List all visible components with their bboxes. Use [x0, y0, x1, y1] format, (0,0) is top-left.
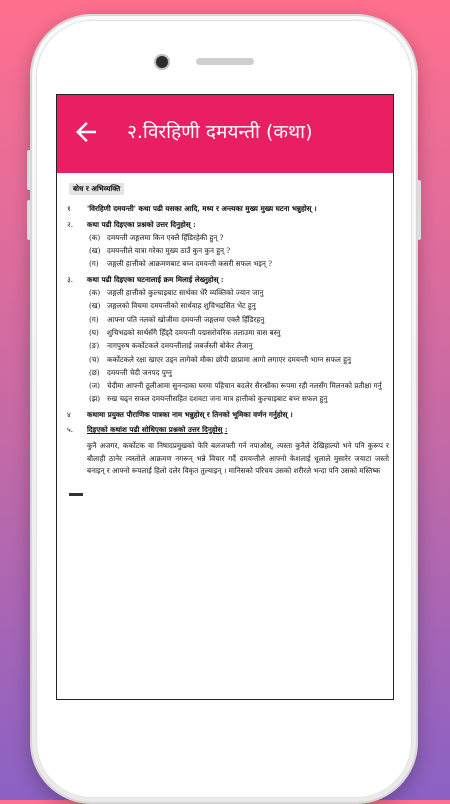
- item-text: चेदीमा आफ्नी ठूलीआमा सुनन्दाका घरमा पहिचान बदलेर सैरन्ध्रीका रूपमा रही नलसँग मिलनको प्रतीक्षा गर्नु: [107, 381, 382, 391]
- list-item: [67, 300, 389, 312]
- item-text: कर्कोटकले रक्षा खाएर उड्न लागेको मौका छोपी छाप्रामा आगो लगाएर दमयन्ती भाग्न सफल हुनु: [107, 354, 351, 364]
- question-2: [67, 219, 389, 231]
- front-camera: [156, 56, 168, 68]
- list-item: [67, 354, 389, 366]
- list-item: [67, 327, 389, 339]
- question-5: [67, 424, 389, 436]
- item-label: (क): [89, 288, 101, 298]
- question-text: कथा पढी दिइएका घटनालाई क्रम मिलाई लेख्नुहोस् :: [87, 274, 224, 284]
- app-screen: [56, 94, 394, 700]
- item-text: दमयन्तीले यात्रा गरेका मुख्य ठाउँ कुन कुन हुन् ?: [107, 246, 231, 256]
- list-item: [67, 314, 389, 326]
- page-marker: [69, 493, 83, 496]
- item-label: (छ): [89, 367, 100, 377]
- question-text: दिइएको कथांश पढी सोधिएका प्रश्नको उत्तर दिनुहोस् :: [87, 425, 228, 435]
- list-item: [67, 340, 389, 352]
- item-text: दमयन्ती जङ्गलमा किन एक्लै हिँडिरहेकी हुन् ?: [107, 232, 224, 242]
- item-text: रुख चढ्न सफल दमयन्तीसहित दशवटा जना मात्र हात्तीको कुल्चाइबाट बच्न सफल हुनु: [107, 394, 328, 404]
- list-item: [67, 258, 389, 270]
- volume-button: [27, 150, 31, 190]
- question-text: 'विरहिणी दमयन्ती' कथा पढी यसका आदि, मध्य र अन्त्यका मुख्य मुख्य घटना भन्नुहोस् ।: [87, 204, 317, 214]
- item-label: (ज): [89, 381, 100, 391]
- question-number: १: [67, 204, 71, 214]
- section-heading: बोध र अभिव्यक्ति: [69, 183, 124, 195]
- question-number: ५.: [67, 425, 74, 435]
- item-label: (ख): [89, 301, 101, 311]
- page-title: २.विरहिणी दमयन्ती (कथा): [127, 121, 313, 143]
- item-label: (च): [89, 354, 100, 364]
- item-label: (ङ): [89, 341, 100, 351]
- item-text: आफ्ना पति नलको खोजीमा दमयन्ती जङ्गलमा एक्लै हिँडिरहनु: [107, 314, 265, 324]
- list-item: [67, 245, 389, 257]
- item-label: (ग): [89, 314, 99, 324]
- item-label: (ख): [89, 246, 101, 256]
- back-arrow-icon[interactable]: [71, 117, 101, 147]
- volume-button: [27, 200, 31, 240]
- item-label: (झ): [89, 394, 101, 404]
- item-text: नागपुरुष कर्कोटकले दमयन्तीलाई जबर्जस्ती बोकेर लैजानु: [107, 341, 253, 351]
- item-text: जङ्गली हात्तीको आक्रमणबाट बच्न दमयन्ती कसरी सफल भइन् ?: [107, 259, 273, 269]
- item-text: जङ्गली हात्तीको कुल्चाइबाट सार्थका धेरै व्यक्तिको ज्यान जानु: [107, 288, 264, 298]
- question-3: [67, 274, 389, 286]
- list-item: [67, 393, 389, 405]
- list-item: [67, 367, 389, 379]
- question-1: [67, 203, 389, 215]
- item-text: जङ्गलको विचमा दमयन्तीको सार्थवाह शुचिभद्रसित भेट हुनु: [107, 301, 256, 311]
- question-number: ३.: [67, 274, 74, 284]
- item-label: (घ): [89, 327, 99, 337]
- item-text: शुचिभद्रको सार्थसँगै हिँड्दै दमयन्ती पद्मसरोवरिक तलाउमा वास बस्नु: [107, 327, 281, 337]
- passage-paragraph: कुनै अजगर, कर्कोटक वा निषादप्रमुखको फेरि बलजफ्ती गर्न नपाओस्, त्यस्ता कुनैले देखिहाल्यो भने पनि कुरूप र बौलाही ठानेर त्यस्तोले आक्रमण नगरून् भन्ने विचार गर्दै दमयन्तीले आफ्नो केशलाई धूलाले मुसारेर जयाटा जस्तो बनाइन् र आफ्नो रूपलाई हिलो दलेर विकृत तुल्याइन् । मानिसको परिचय उसको शरीरले भन्दा पनि उसको मस्तिष्क: [87, 441, 389, 475]
- question-number: ४: [67, 409, 71, 419]
- item-label: (ग): [89, 259, 99, 269]
- document-content: [67, 183, 389, 496]
- document-page: [57, 173, 393, 699]
- list-item: [67, 380, 389, 392]
- power-button: [417, 180, 421, 240]
- question-number: २.: [67, 219, 74, 229]
- question-4: [67, 409, 389, 421]
- question-text: कथामा प्रयुक्त पौराणिक पात्रका नाम भन्नुहोस् र तिनको भूमिका वर्णन गर्नुहोस् ।: [87, 409, 293, 419]
- speaker-grille: [196, 58, 254, 65]
- item-label: (क): [89, 232, 101, 242]
- list-item: [67, 232, 389, 244]
- item-text: दमयन्ती चेदी जनपद पुग्नु: [107, 367, 172, 377]
- app-bar: [57, 95, 393, 173]
- list-item: [67, 287, 389, 299]
- question-text: कथा पढी दिइएका प्रश्नको उत्तर दिनुहोस् :: [87, 219, 196, 229]
